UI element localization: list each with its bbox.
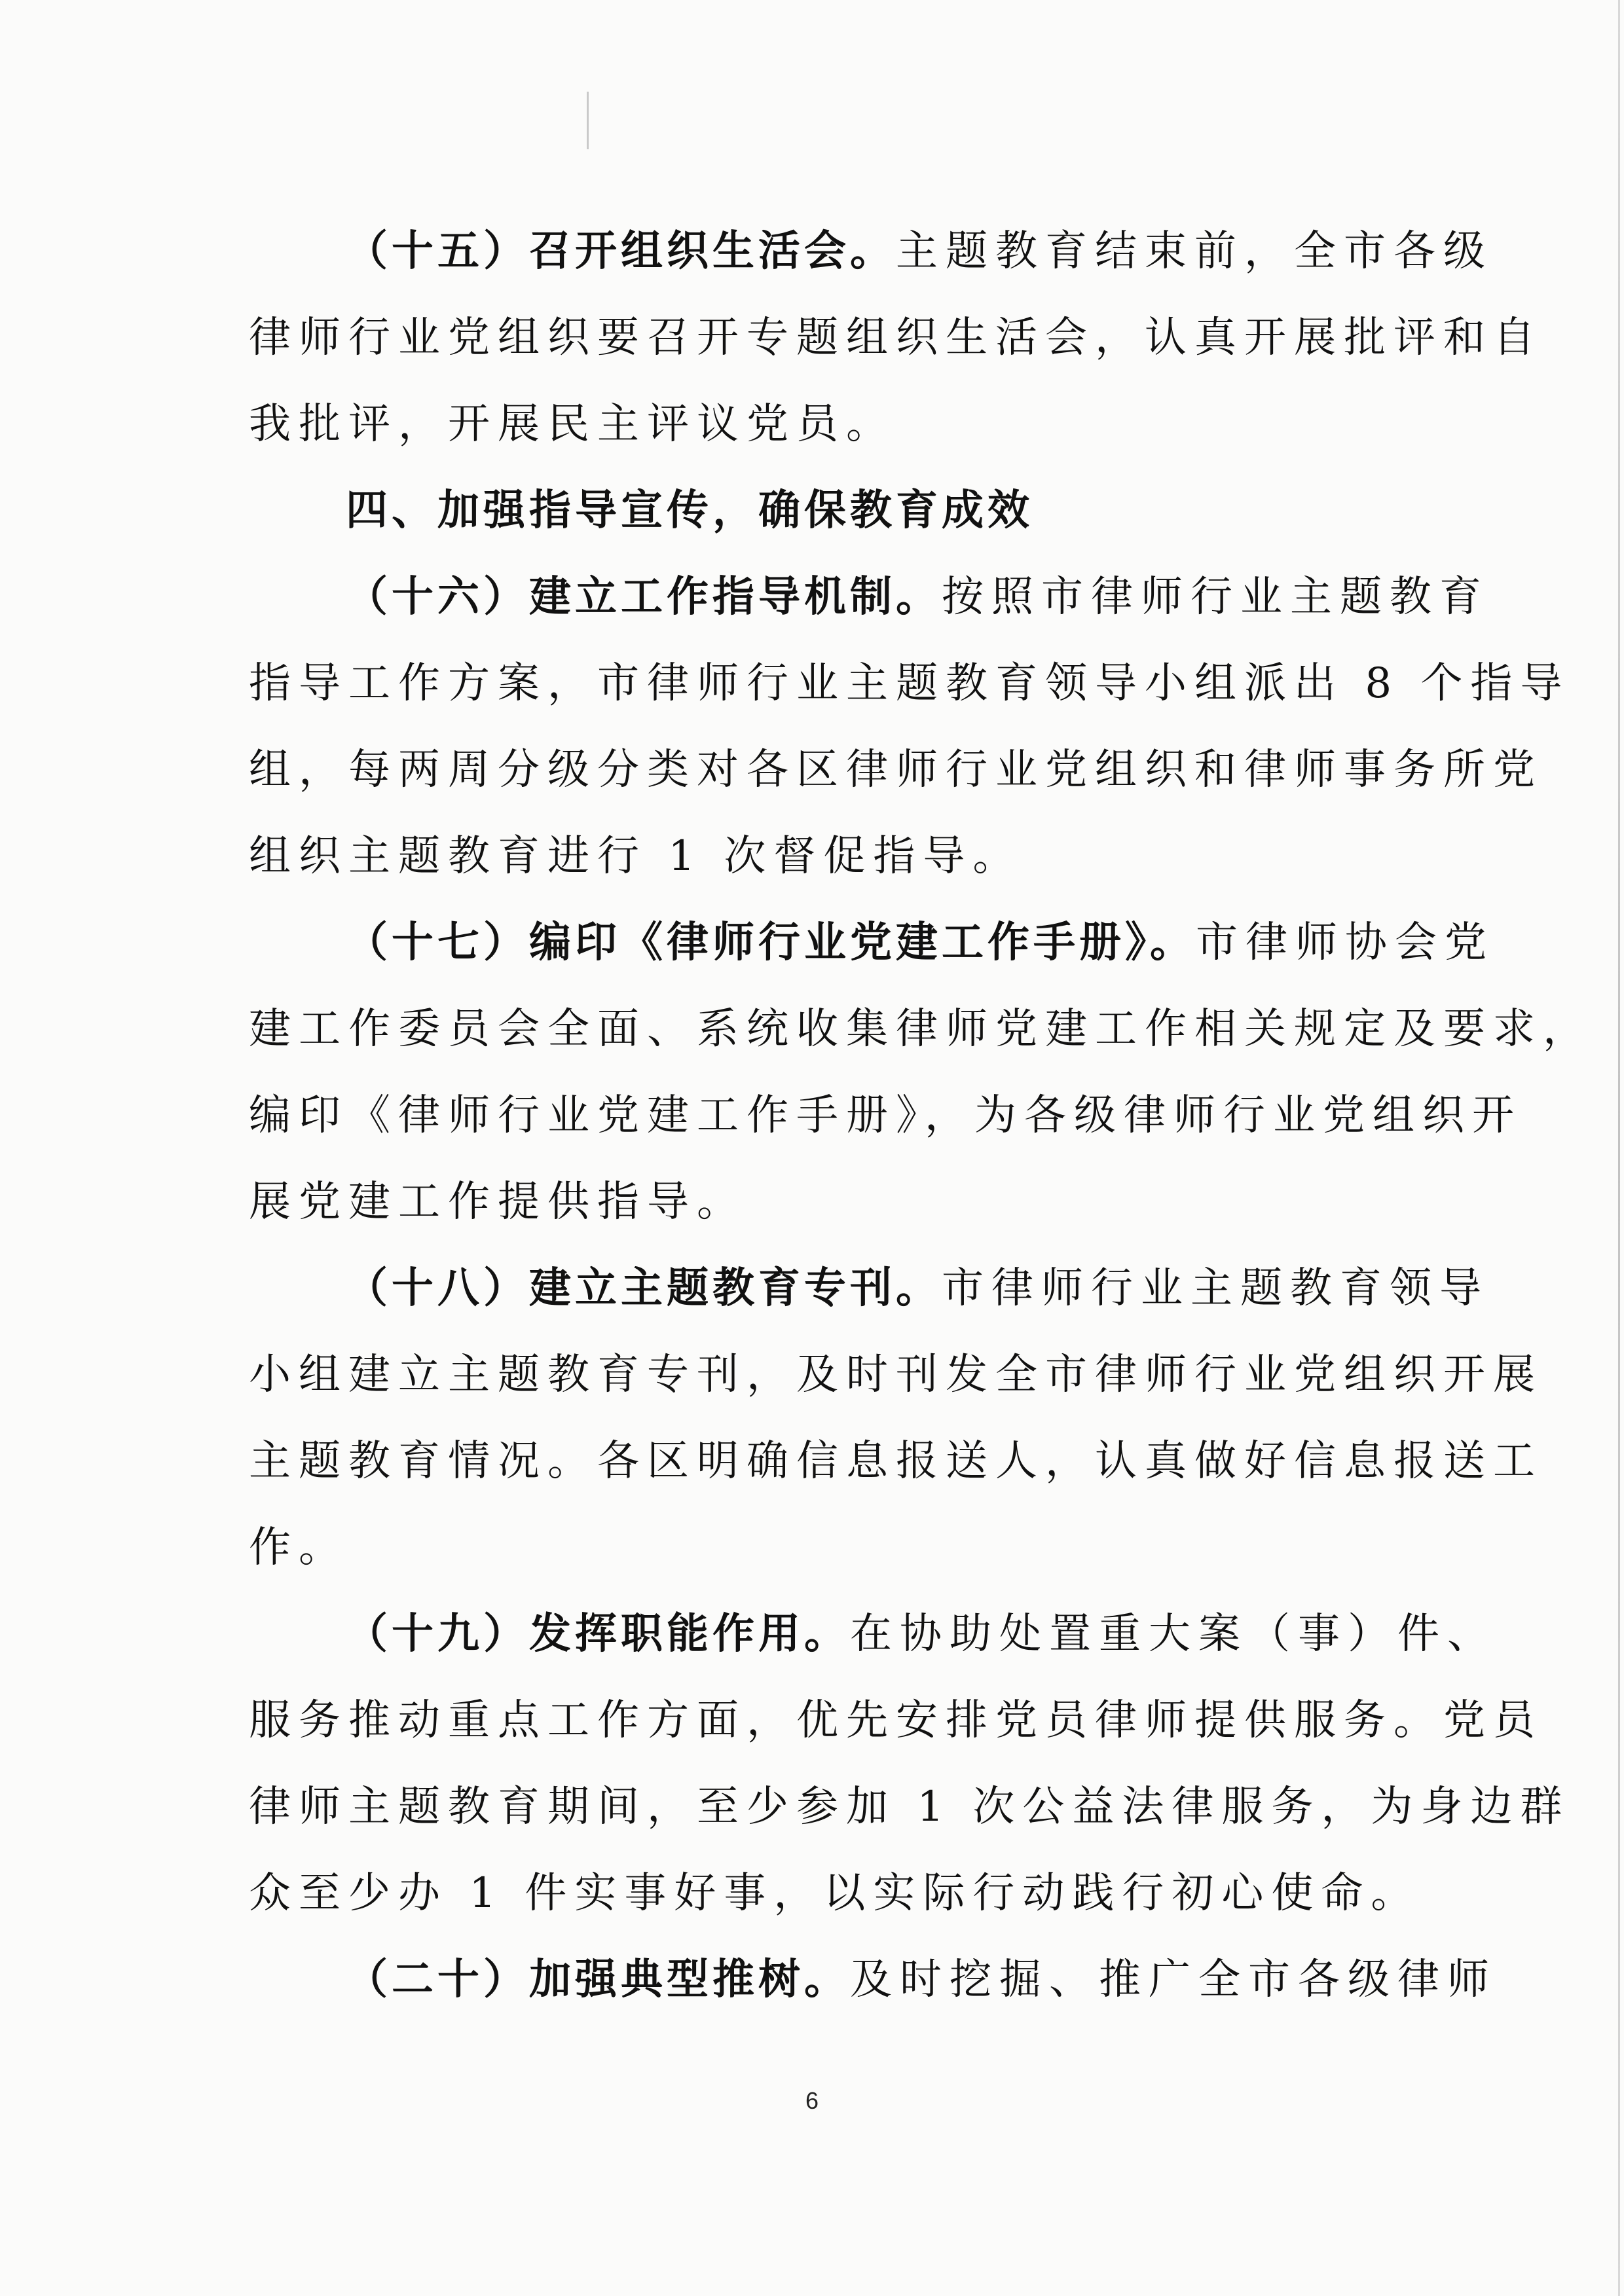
text-line xyxy=(249,1072,1522,1159)
text-line xyxy=(249,1937,1497,2023)
line-text: 组，每两周分级分类对各区律师行业党组织和律师事务所党 xyxy=(249,746,1543,794)
line-text: 主题教育结束前，全市各级 xyxy=(896,227,1493,276)
text-line xyxy=(249,1159,1388,1245)
line-text: 市律师协会党 xyxy=(1196,919,1494,967)
line-text: 我批评，开展民主评议党员。 xyxy=(249,400,896,448)
text-line xyxy=(249,1332,1543,1418)
text-line xyxy=(249,1677,1543,1764)
document-body xyxy=(249,208,1593,2023)
page-edge-shadow xyxy=(1618,0,1620,2296)
line-text: 编印《律师行业党建工作手册》，为各级律师行业党组织开 xyxy=(249,1091,1522,1140)
text-line xyxy=(249,381,1388,467)
line-text: 律师行业党组织要召开专题组织生活会，认真开展批评和自 xyxy=(249,314,1543,362)
text-line xyxy=(249,1245,1489,1332)
text-line xyxy=(249,900,1494,986)
line-text: 在协助处置重大案（事）件、 xyxy=(850,1610,1497,1658)
subheading: （十六）建立工作指导机制。 xyxy=(346,573,942,621)
text-line xyxy=(249,1504,1388,1591)
line-text: 及时挖掘、推广全市各级律师 xyxy=(850,1956,1497,2004)
text-line xyxy=(249,986,1593,1072)
subheading: （十九）发挥职能作用。 xyxy=(346,1610,850,1658)
text-line xyxy=(249,554,1489,640)
text-line xyxy=(249,1418,1543,1504)
text-line xyxy=(249,1764,1570,1850)
line-text: 市律师行业主题教育领导 xyxy=(942,1264,1489,1313)
line-text: 小组建立主题教育专刊，及时刊发全市律师行业党组织开展 xyxy=(249,1351,1543,1399)
subheading: （二十）加强典型推树。 xyxy=(346,1956,850,2004)
line-text: 律师主题教育期间，至少参加 1 次公益法律服务，为身边群 xyxy=(249,1783,1570,1831)
line-text: 作。 xyxy=(249,1523,348,1572)
subheading: （十八）建立主题教育专刊。 xyxy=(346,1264,942,1313)
text-line xyxy=(249,813,1388,900)
line-text: 建工作委员会全面、系统收集律师党建工作相关规定及要求， xyxy=(249,1005,1593,1053)
section-heading xyxy=(249,467,1388,554)
text-line xyxy=(249,1850,1421,1937)
line-text: 按照市律师行业主题教育 xyxy=(942,573,1489,621)
section-heading-text: 四、加强指导宣传，确保教育成效 xyxy=(346,486,1033,535)
line-text: 主题教育情况。各区明确信息报送人，认真做好信息报送工 xyxy=(249,1437,1543,1485)
text-line xyxy=(249,727,1543,813)
scan-mark xyxy=(587,92,589,149)
text-line xyxy=(249,208,1493,295)
line-text: 服务推动重点工作方面，优先安排党员律师提供服务。党员 xyxy=(249,1696,1543,1745)
line-text: 展党建工作提供指导。 xyxy=(249,1178,747,1226)
line-text: 指导工作方案，市律师行业主题教育领导小组派出 8 个指导 xyxy=(249,659,1570,708)
line-text: 众至少办 1 件实事好事，以实际行动践行初心使命。 xyxy=(249,1869,1421,1918)
text-line xyxy=(249,295,1543,381)
subheading: （十七）编印《律师行业党建工作手册》。 xyxy=(346,919,1196,967)
subheading: （十五）召开组织生活会。 xyxy=(346,227,896,276)
line-text: 组织主题教育进行 1 次督促指导。 xyxy=(249,832,1023,881)
page-number: 6 xyxy=(805,2087,819,2114)
text-line xyxy=(249,640,1570,727)
text-line xyxy=(249,1591,1497,1677)
